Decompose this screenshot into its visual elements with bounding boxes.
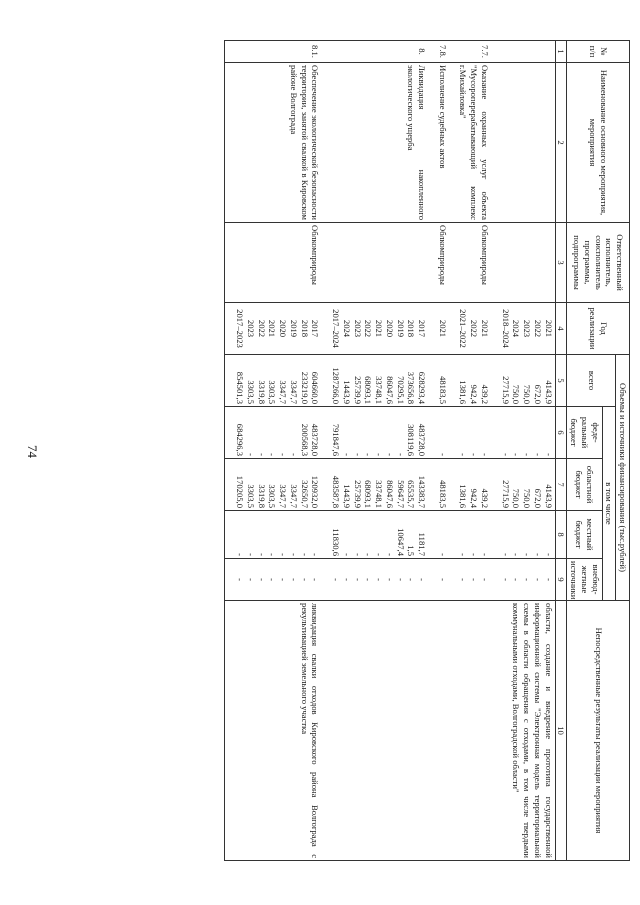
spacer-cell <box>449 559 457 601</box>
spacer-cell <box>225 223 234 303</box>
federal-list <box>436 407 449 459</box>
federal-list-value: - <box>543 453 554 456</box>
year-list-value: 2023 <box>245 319 256 338</box>
column-number: 9 <box>555 559 567 601</box>
total-list-value: 3319,8 <box>256 380 267 404</box>
header-name: Наименование основного мероприятия, мероприятия <box>567 63 630 223</box>
total-list <box>234 355 322 407</box>
local-list <box>234 511 322 559</box>
row-number <box>499 41 555 63</box>
regional-list-value: 672,0 <box>532 488 543 508</box>
extrabudget-list-value: - <box>256 578 267 581</box>
executor: Облкомприроды <box>234 223 322 303</box>
column-number: 8 <box>555 511 567 559</box>
local-list-value: - <box>278 553 289 556</box>
spacer-cell <box>491 63 499 223</box>
regional-list-value: 4143,9 <box>543 484 554 508</box>
extrabudget-list-value: - <box>522 578 533 581</box>
extrabudget-list-value: - <box>288 578 299 581</box>
spacer-cell <box>428 63 436 223</box>
federal-list-value: - <box>245 453 256 456</box>
table-row <box>234 41 322 861</box>
regional-list-value: 65535,7 <box>406 480 417 508</box>
header-executor: Ответственный исполнитель, соисполнитель программы, подпрограммы <box>567 223 630 303</box>
regional-list-value: 3347,7 <box>278 484 289 508</box>
local-list-value: - <box>532 553 543 556</box>
local-list-value: 11830,6 <box>331 528 342 556</box>
header-year: Год реализации <box>567 303 630 355</box>
extrabudget-list-value: - <box>374 578 385 581</box>
extrabudget-list-value: - <box>437 578 448 581</box>
local-list-value: - <box>384 553 395 556</box>
regional-list-value: 143383,7 <box>416 475 427 508</box>
local-list-value: - <box>288 553 299 556</box>
row-spacer <box>321 41 329 861</box>
local-list-value: - <box>299 553 310 556</box>
spacer-cell <box>491 355 499 407</box>
federal-list-value: - <box>256 453 267 456</box>
spacer-cell <box>428 559 436 601</box>
federal-list-value: - <box>288 453 299 456</box>
header-regional: областной бюджет <box>567 459 602 511</box>
extrabudget-list <box>499 559 555 601</box>
table-row <box>436 41 449 861</box>
federal-list-value: 200568,3 <box>299 423 310 456</box>
regional-list-value: 33748,1 <box>374 480 385 508</box>
result-text <box>436 601 449 861</box>
year-list-value: 2020 <box>384 319 395 338</box>
spacer-cell <box>428 41 436 63</box>
year-list-value: 2021 <box>479 319 490 338</box>
total-list-value: 373656,8 <box>406 371 417 404</box>
regional-list-value: 86047,6 <box>384 480 395 508</box>
regional-list-value: 170205,0 <box>235 475 246 508</box>
federal-list-value: - <box>532 453 543 456</box>
local-list-value: - <box>479 553 490 556</box>
result-text: ликвидация свалки отходов Кировского района Волгограда с рекультивацией земельного участка <box>234 601 322 861</box>
regional-list-value: 48183,5 <box>437 480 448 508</box>
total-list-value: 3303,5 <box>245 380 256 404</box>
row-number: 8.1. <box>234 41 322 63</box>
extrabudget-list-value: - <box>479 578 490 581</box>
activity-name: Исполнение судебных актов <box>436 63 449 223</box>
extrabudget-list-value: - <box>331 578 342 581</box>
local-list-value: - <box>500 553 511 556</box>
local-list-value: - <box>310 553 321 556</box>
regional-list-value: 750,0 <box>511 488 522 508</box>
spacer-cell <box>428 303 436 355</box>
year-list-value: 2022 <box>532 319 543 338</box>
regional-list <box>436 459 449 511</box>
regional-list-value: 750,0 <box>522 488 533 508</box>
spacer-cell <box>449 407 457 459</box>
total-list-value: 628293,4 <box>416 371 427 404</box>
local-list-value: 1181,7 <box>416 532 427 556</box>
year-list-value: 2022 <box>256 319 267 338</box>
header-federal: феде-ральный бюджет <box>567 407 602 459</box>
local-list-value: - <box>341 553 352 556</box>
local-list-value: - <box>522 553 533 556</box>
spacer-cell <box>491 459 499 511</box>
year-list-value: 2019 <box>288 319 299 338</box>
spacer-cell <box>449 303 457 355</box>
spacer-cell <box>491 559 499 601</box>
federal-list <box>457 407 491 459</box>
federal-list-value: 684296,3 <box>235 423 246 456</box>
spacer-cell <box>428 223 436 303</box>
spacer-cell <box>449 511 457 559</box>
federal-list-value: - <box>511 453 522 456</box>
local-list <box>329 511 428 559</box>
year-list-value: 2022 <box>363 319 374 338</box>
local-list-value: - <box>437 553 448 556</box>
local-list-value: - <box>256 553 267 556</box>
result-text <box>329 601 428 861</box>
local-list-value: - <box>267 553 278 556</box>
header-extrabudget: внебюд-жетные источники <box>567 559 602 601</box>
regional-list-value: 68093,1 <box>363 480 374 508</box>
year-list-value: 2017–2023 <box>235 309 246 348</box>
total-list <box>329 355 428 407</box>
column-number: 3 <box>555 223 567 303</box>
year-list-value: 2024 <box>341 319 352 338</box>
spacer-cell <box>321 459 329 511</box>
extrabudget-list-value: - <box>278 578 289 581</box>
column-number: 4 <box>555 303 567 355</box>
spacer-cell <box>491 511 499 559</box>
spacer-cell <box>491 407 499 459</box>
total-list-value: 233219,0 <box>299 371 310 404</box>
year-list <box>457 303 491 355</box>
total-list-value: 86047,6 <box>384 376 395 404</box>
federal-list-value: 483728,0 <box>310 423 321 456</box>
header-results: Непосредственные результаты реализации мероприятия <box>567 601 630 861</box>
year-list-value: 2017 <box>310 319 321 338</box>
total-list-value: 604660,0 <box>310 371 321 404</box>
column-number: 5 <box>555 355 567 407</box>
column-number: 6 <box>555 407 567 459</box>
year-list-value: 2017–2024 <box>331 309 342 348</box>
spacer-cell <box>321 303 329 355</box>
spacer-cell <box>428 601 436 861</box>
extrabudget-list <box>234 559 322 601</box>
spacer-cell <box>225 511 234 559</box>
total-list-value: 1443,9 <box>341 380 352 404</box>
extrabudget-list-value: - <box>500 578 511 581</box>
year-list-value: 2018–2024 <box>500 309 511 348</box>
federal-list-value: - <box>341 453 352 456</box>
page-number: 74 <box>25 445 40 458</box>
column-numbers-row <box>555 41 567 861</box>
total-list-value: 25739,9 <box>352 376 363 404</box>
total-list <box>457 355 491 407</box>
spacer-cell <box>225 355 234 407</box>
total-list-value: 750,0 <box>522 384 533 404</box>
extrabudget-list-value: - <box>543 578 554 581</box>
regional-list-value: 439,2 <box>479 488 490 508</box>
local-list-value: 10647,4 <box>395 528 406 556</box>
regional-list-value: 59647,7 <box>395 480 406 508</box>
federal-list-value: - <box>374 453 385 456</box>
total-list-value: 942,4 <box>469 384 480 404</box>
federal-list-value: - <box>278 453 289 456</box>
regional-list-value: 1443,9 <box>341 484 352 508</box>
column-number: 10 <box>555 601 567 861</box>
executor: Облкомприроды <box>457 223 491 303</box>
extrabudget-list-value: - <box>406 578 417 581</box>
activity-name: Обеспечение экологической безопасности территории, занятой свалкой в Кировском районе Волгограда <box>234 63 322 223</box>
spacer-cell <box>428 511 436 559</box>
header-including: в том числе <box>602 407 616 601</box>
year-list <box>436 303 449 355</box>
row-number: 8. <box>329 41 428 63</box>
extrabudget-list-value: - <box>363 578 374 581</box>
extrabudget-list-value: - <box>416 578 427 581</box>
year-list-value: 2021 <box>543 319 554 338</box>
total-list-value: 1287266,0 <box>331 367 342 404</box>
activity-name: Ликвидация накопленного экологического ущерба <box>329 63 428 223</box>
row-number: 7.8. <box>436 41 449 63</box>
spacer-cell <box>449 63 457 223</box>
extrabudget-list-value: - <box>458 578 469 581</box>
local-list-value: - <box>235 553 246 556</box>
year-list-value: 2023 <box>352 319 363 338</box>
regional-list-value: 32650,7 <box>299 480 310 508</box>
extrabudget-list-value: - <box>245 578 256 581</box>
extrabudget-list-value: - <box>395 578 406 581</box>
row-number: 7.7. <box>457 41 491 63</box>
extrabudget-list-value: - <box>310 578 321 581</box>
regional-list-value: 25739,9 <box>352 480 363 508</box>
spacer-cell <box>321 407 329 459</box>
spacer-cell <box>491 41 499 63</box>
total-list <box>499 355 555 407</box>
federal-list-value: - <box>267 453 278 456</box>
total-list-value: 70295,1 <box>395 376 406 404</box>
regional-list-value: 3303,5 <box>245 484 256 508</box>
total-list-value: 3347,7 <box>288 380 299 404</box>
header-total: всего <box>567 355 616 407</box>
table-header <box>555 41 629 861</box>
spacer-cell <box>321 63 329 223</box>
federal-list-value: - <box>522 453 533 456</box>
spacer-cell <box>225 559 234 601</box>
total-list-value: 3347,7 <box>278 380 289 404</box>
total-list-value: 854501,3 <box>235 371 246 404</box>
year-list <box>329 303 428 355</box>
header-local: местный бюджет <box>567 511 602 559</box>
local-list-value: - <box>511 553 522 556</box>
total-list-value: 3303,5 <box>267 380 278 404</box>
total-list-value: 672,0 <box>532 384 543 404</box>
spacer-cell <box>321 601 329 861</box>
executor <box>329 223 428 303</box>
header-num: № п/п <box>567 41 630 63</box>
extrabudget-list <box>329 559 428 601</box>
spacer-cell <box>225 41 234 63</box>
federal-list-value: - <box>500 453 511 456</box>
spacer-cell <box>321 223 329 303</box>
spacer-cell <box>428 355 436 407</box>
federal-list-value: - <box>469 453 480 456</box>
total-list-value: 439,2 <box>479 384 490 404</box>
table-row <box>329 41 428 861</box>
local-list <box>457 511 491 559</box>
year-list-value: 2022 <box>469 319 480 338</box>
spacer-cell <box>225 303 234 355</box>
total-list-value: 1381,6 <box>458 380 469 404</box>
year-list <box>234 303 322 355</box>
spacer-cell <box>321 41 329 63</box>
year-list <box>499 303 555 355</box>
table-row <box>499 41 555 861</box>
spacer-cell <box>428 407 436 459</box>
financing-table <box>225 40 631 861</box>
regional-list <box>499 459 555 511</box>
activity-name: Оказание охранных услуг объекта "Мусороперерабатывающий комплекс г.Михайловка" <box>457 63 491 223</box>
executor: Облкомприроды <box>436 223 449 303</box>
row-spacer <box>491 41 499 861</box>
year-list-value: 2021–2022 <box>458 309 469 348</box>
spacer-cell <box>225 601 234 861</box>
regional-list-value: 1381,6 <box>458 484 469 508</box>
extrabudget-list-value: - <box>299 578 310 581</box>
local-list-value: 1,5 <box>406 545 417 556</box>
federal-list-value: 308119,6 <box>406 424 417 456</box>
federal-list <box>499 407 555 459</box>
local-list-value: - <box>363 553 374 556</box>
executor <box>499 223 555 303</box>
extrabudget-list-value: - <box>341 578 352 581</box>
federal-list <box>234 407 322 459</box>
year-list-value: 2021 <box>437 319 448 338</box>
table-row <box>457 41 491 861</box>
spacer-cell <box>225 63 234 223</box>
local-list-value: - <box>543 553 554 556</box>
year-list-value: 2018 <box>406 319 417 338</box>
local-list-value: - <box>469 553 480 556</box>
column-number: 1 <box>555 41 567 63</box>
regional-list-value: 942,4 <box>469 488 480 508</box>
table-body <box>225 41 555 861</box>
extrabudget-list-value: - <box>352 578 363 581</box>
regional-list-value: 483587,8 <box>331 475 342 508</box>
regional-list <box>234 459 322 511</box>
rotated-table-sheet <box>70 40 630 860</box>
total-list-value: 33748,1 <box>374 376 385 404</box>
total-list <box>436 355 449 407</box>
extrabudget-list-value: - <box>235 578 246 581</box>
extrabudget-list-value: - <box>267 578 278 581</box>
spacer-cell <box>449 223 457 303</box>
total-list-value: 48183,5 <box>437 376 448 404</box>
spacer-cell <box>449 355 457 407</box>
federal-list-value: 483728,0 <box>416 423 427 456</box>
extrabudget-list-value: - <box>511 578 522 581</box>
local-list-value: - <box>458 553 469 556</box>
activity-name <box>499 63 555 223</box>
regional-list <box>329 459 428 511</box>
row-spacer <box>428 41 436 861</box>
row-spacer <box>225 41 234 861</box>
federal-list-value: - <box>437 453 448 456</box>
extrabudget-list <box>436 559 449 601</box>
year-list-value: 2020 <box>278 319 289 338</box>
extrabudget-list <box>457 559 491 601</box>
spacer-cell <box>225 459 234 511</box>
result-text: области, создание и внедрение прототипа государственной информационной системы "Электронная модель территориальной схемы в области обращения с отходами, в том числе твердыми коммунальными отходами, Волгоградской области" <box>499 601 555 861</box>
column-number: 2 <box>555 63 567 223</box>
year-list-value: 2019 <box>395 319 406 338</box>
local-list-value: - <box>245 553 256 556</box>
federal-list-value: - <box>458 453 469 456</box>
spacer-cell <box>491 601 499 861</box>
spacer-cell <box>321 559 329 601</box>
local-list <box>499 511 555 559</box>
regional-list-value: 3347,7 <box>288 484 299 508</box>
local-list-value: - <box>374 553 385 556</box>
spacer-cell <box>491 303 499 355</box>
federal-list <box>329 407 428 459</box>
header-financing: Объемы и источники финансирования (тыс.рублей) <box>616 355 630 601</box>
federal-list-value: - <box>384 453 395 456</box>
federal-list-value: - <box>479 453 490 456</box>
spacer-cell <box>449 601 457 861</box>
year-list-value: 2021 <box>267 319 278 338</box>
total-list-value: 68093,1 <box>363 376 374 404</box>
spacer-cell <box>428 459 436 511</box>
extrabudget-list-value: - <box>384 578 395 581</box>
total-list-value: 750,0 <box>511 384 522 404</box>
spacer-cell <box>449 459 457 511</box>
regional-list-value: 3319,8 <box>256 484 267 508</box>
spacer-cell <box>491 223 499 303</box>
spacer-cell <box>321 355 329 407</box>
regional-list-value: 3303,5 <box>267 484 278 508</box>
year-list-value: 2018 <box>299 319 310 338</box>
year-list-value: 2023 <box>522 319 533 338</box>
regional-list-value: 120932,0 <box>310 475 321 508</box>
federal-list-value: - <box>395 453 406 456</box>
total-list-value: 27715,9 <box>500 376 511 404</box>
row-spacer <box>449 41 457 861</box>
total-list-value: 4143,9 <box>543 380 554 404</box>
extrabudget-list-value: - <box>532 578 543 581</box>
federal-list-value: - <box>363 453 374 456</box>
year-list-value: 2021 <box>374 319 385 338</box>
year-list-value: 2017 <box>416 319 427 338</box>
regional-list-value: 27715,9 <box>500 480 511 508</box>
result-text <box>457 601 491 861</box>
local-list-value: - <box>352 553 363 556</box>
local-list <box>436 511 449 559</box>
spacer-cell <box>225 407 234 459</box>
spacer-cell <box>321 511 329 559</box>
spacer-cell <box>449 41 457 63</box>
extrabudget-list-value: - <box>469 578 480 581</box>
year-list-value: 2024 <box>511 319 522 338</box>
federal-list-value: 791847,6 <box>331 423 342 456</box>
column-number: 7 <box>555 459 567 511</box>
regional-list <box>457 459 491 511</box>
federal-list-value: - <box>352 453 363 456</box>
